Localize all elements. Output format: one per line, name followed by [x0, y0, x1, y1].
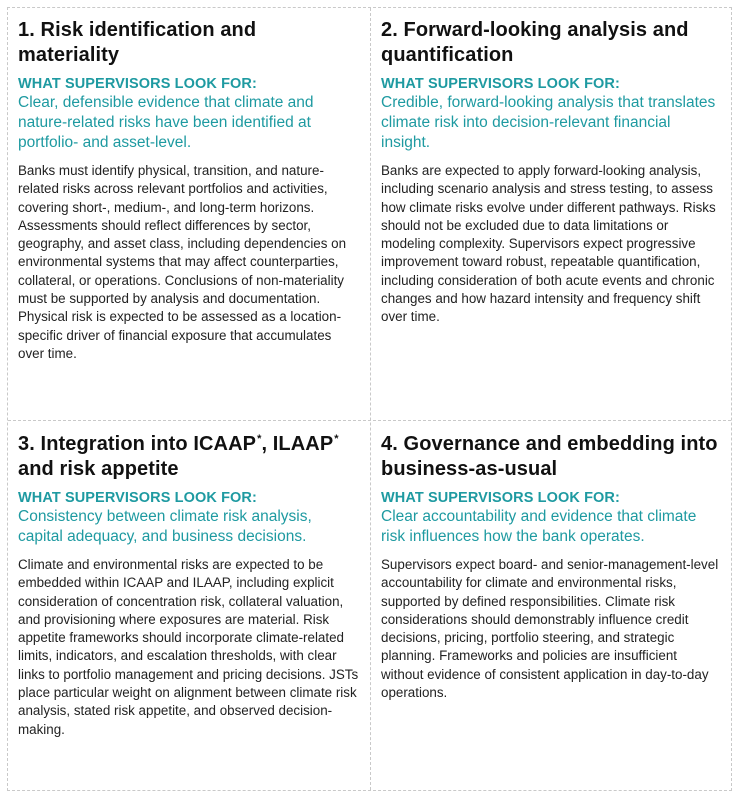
- card-forward-looking-analysis: [381, 18, 723, 327]
- card-title-part1: 3. Integration into ICAAP: [18, 433, 257, 455]
- card-kicker: WHAT SUPERVISORS LOOK FOR:: [18, 76, 257, 92]
- card-body: Supervisors expect board- and senior-management-level accountability for climate and environmental risks, supported by defined responsibilities. Climate risk considerations should demonstrably influence credit decisions, pricing, portfolio steering, and strategic planning. Frameworks and policies are insufficient without evidence of consistent application in day-to-day operations.: [381, 557, 719, 701]
- card-title-part3: and risk appetite: [18, 458, 179, 480]
- card-kicker: WHAT SUPERVISORS LOOK FOR:: [381, 76, 620, 92]
- card-look-for: Clear accountability and evidence that climate risk influences how the bank operates.: [381, 508, 697, 545]
- footnote-marker: *: [334, 433, 339, 445]
- footnote-marker: *: [257, 433, 262, 445]
- vertical-divider: [370, 8, 371, 790]
- card-title: 1. Risk identification and materiality: [18, 19, 257, 66]
- card-integration-icaap: [18, 432, 360, 739]
- card-look-for: Consistency between climate risk analysis, capital adequacy, and business decisions.: [18, 508, 312, 545]
- card-risk-identification: [18, 18, 360, 363]
- card-title: 4. Governance and embedding into business-as-usual: [381, 433, 718, 480]
- card-body: Banks must identify physical, transition, and nature-related risks across relevant portfolios and activities, covering short-, medium-, and long-term horizons. Assessments should reflect differences by sector, geography, and asset class, including dependencies on environmental systems that may affect counterparties, collateral, or operations. Conclusions of non-materiality must be supported by analysis and documentation. Physical risk is expected to be assessed as a location-specific driver of financial exposure that accumulates over time.: [18, 163, 347, 361]
- card-governance: [381, 432, 723, 702]
- card-look-for: Credible, forward-looking analysis that translates climate risk into decision-relevant financial insight.: [381, 94, 716, 151]
- card-title-part2: , ILAAP: [261, 433, 334, 455]
- card-title: [18, 432, 360, 482]
- card-kicker: WHAT SUPERVISORS LOOK FOR:: [18, 490, 257, 506]
- card-kicker: WHAT SUPERVISORS LOOK FOR:: [381, 490, 620, 506]
- card-title: 2. Forward-looking analysis and quantification: [381, 19, 689, 66]
- card-look-for: Clear, defensible evidence that climate and nature-related risks have been identified at portfolio- and asset-level.: [18, 94, 314, 151]
- horizontal-divider: [8, 420, 731, 421]
- card-body: Banks are expected to apply forward-looking analysis, including scenario analysis and stress testing, to assess how climate risks evolve under different pathways. Risks should not be excluded due to data limitations or modeling complexity. Supervisors expect progressive improvement toward robust, repeatable quantification, including consideration of both acute events and chronic changes and how hazard intensity and frequency shift over time.: [381, 163, 716, 325]
- card-body: Climate and environmental risks are expected to be embedded within ICAAP and ILAAP, including explicit consideration of concentration risk, collateral valuation, and provisioning where exposures are material. Risk appetite frameworks should incorporate climate-related limits, indicators, and escalation thresholds, with clear links to portfolio management and pricing decisions. JSTs place particular weight on alignment between climate risk analysis, stated risk appetite, and observed decision-making.: [18, 557, 359, 737]
